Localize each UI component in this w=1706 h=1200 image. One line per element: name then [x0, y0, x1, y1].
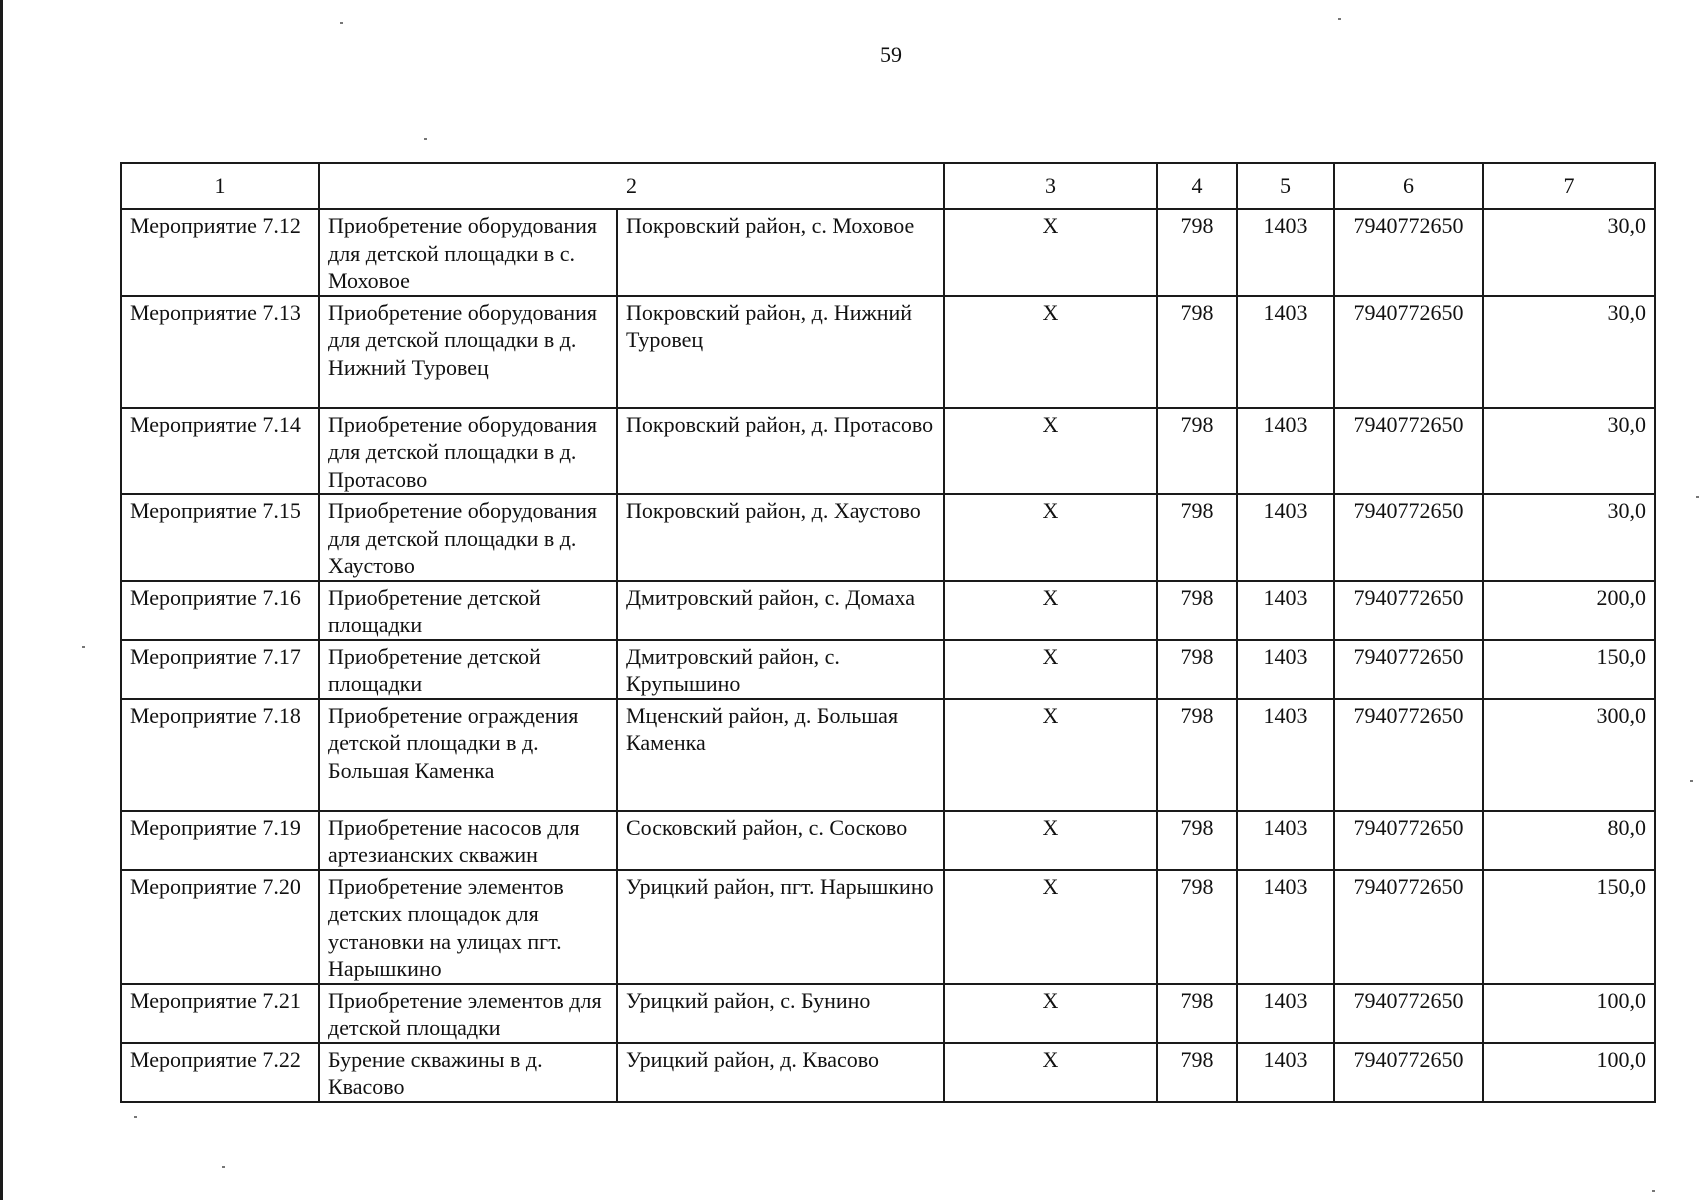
event-cell: Мероприятие 7.17 — [121, 640, 319, 699]
event-cell: Мероприятие 7.18 — [121, 699, 319, 811]
description-cell: Приобретение детской площадки — [319, 640, 617, 699]
scan-left-edge — [0, 0, 3, 1200]
description-cell: Бурение скважины в д. Квасово — [319, 1043, 617, 1102]
description-cell: Приобретение оборудования для детской площадки в д. Хаустово — [319, 494, 617, 581]
location-cell: Покровский район, д. Нижний Туровец — [617, 296, 944, 408]
col3-cell: Х — [944, 408, 1157, 495]
col3-cell: Х — [944, 494, 1157, 581]
scan-speck — [134, 1116, 137, 1118]
col5-cell: 1403 — [1237, 984, 1334, 1043]
scan-speck — [1652, 1190, 1655, 1192]
table-row — [121, 581, 1655, 640]
col4-cell: 798 — [1157, 640, 1237, 699]
table-row — [121, 296, 1655, 408]
col7-cell: 30,0 — [1483, 296, 1655, 408]
description-cell: Приобретение оборудования для детской площадки в д. Протасово — [319, 408, 617, 495]
event-cell: Мероприятие 7.19 — [121, 811, 319, 870]
header-cell: 3 — [944, 163, 1157, 209]
col6-cell: 7940772650 — [1334, 209, 1483, 296]
table-row — [121, 209, 1655, 296]
col5-cell: 1403 — [1237, 640, 1334, 699]
col3-cell: Х — [944, 699, 1157, 811]
col7-cell: 30,0 — [1483, 408, 1655, 495]
col4-cell: 798 — [1157, 870, 1237, 984]
col7-cell: 300,0 — [1483, 699, 1655, 811]
location-cell: Покровский район, д. Хаустово — [617, 494, 944, 581]
col4-cell: 798 — [1157, 209, 1237, 296]
description-cell: Приобретение оборудования для детской площадки в д. Нижний Туровец — [319, 296, 617, 408]
description-cell: Приобретение элементов для детской площадки — [319, 984, 617, 1043]
col3-cell: Х — [944, 296, 1157, 408]
description-cell: Приобретение насосов для артезианских скважин — [319, 811, 617, 870]
col7-cell: 200,0 — [1483, 581, 1655, 640]
location-cell: Урицкий район, пгт. Нарышкино — [617, 870, 944, 984]
col3-cell: Х — [944, 1043, 1157, 1102]
col4-cell: 798 — [1157, 494, 1237, 581]
header-cell: 2 — [319, 163, 944, 209]
scan-speck — [82, 646, 85, 648]
header-row — [121, 163, 1655, 209]
event-cell: Мероприятие 7.15 — [121, 494, 319, 581]
col7-cell: 30,0 — [1483, 494, 1655, 581]
header-cell: 5 — [1237, 163, 1334, 209]
col7-cell: 30,0 — [1483, 209, 1655, 296]
description-cell: Приобретение оборудования для детской площадки в с. Моховое — [319, 209, 617, 296]
location-cell: Урицкий район, с. Бунино — [617, 984, 944, 1043]
table-row — [121, 699, 1655, 811]
header-cell: 1 — [121, 163, 319, 209]
col6-cell: 7940772650 — [1334, 870, 1483, 984]
col4-cell: 798 — [1157, 811, 1237, 870]
col5-cell: 1403 — [1237, 581, 1334, 640]
col6-cell: 7940772650 — [1334, 581, 1483, 640]
col6-cell: 7940772650 — [1334, 408, 1483, 495]
location-cell: Дмитровский район, с. Крупышино — [617, 640, 944, 699]
col5-cell: 1403 — [1237, 408, 1334, 495]
col7-cell: 150,0 — [1483, 640, 1655, 699]
col7-cell: 100,0 — [1483, 1043, 1655, 1102]
col6-cell: 7940772650 — [1334, 296, 1483, 408]
scan-speck — [424, 138, 427, 140]
event-cell: Мероприятие 7.16 — [121, 581, 319, 640]
col5-cell: 1403 — [1237, 870, 1334, 984]
scan-speck — [1696, 496, 1699, 498]
table-row — [121, 494, 1655, 581]
col4-cell: 798 — [1157, 1043, 1237, 1102]
col6-cell: 7940772650 — [1334, 640, 1483, 699]
col3-cell: Х — [944, 209, 1157, 296]
event-cell: Мероприятие 7.13 — [121, 296, 319, 408]
col4-cell: 798 — [1157, 296, 1237, 408]
col5-cell: 1403 — [1237, 209, 1334, 296]
table-row — [121, 811, 1655, 870]
scan-speck — [1338, 18, 1341, 20]
col5-cell: 1403 — [1237, 494, 1334, 581]
col3-cell: Х — [944, 870, 1157, 984]
col3-cell: Х — [944, 984, 1157, 1043]
budget-table — [120, 162, 1656, 1103]
location-cell: Урицкий район, д. Квасово — [617, 1043, 944, 1102]
event-cell: Мероприятие 7.21 — [121, 984, 319, 1043]
col7-cell: 150,0 — [1483, 870, 1655, 984]
description-cell: Приобретение детской площадки — [319, 581, 617, 640]
scan-speck — [1690, 780, 1693, 782]
location-cell: Мценский район, д. Большая Каменка — [617, 699, 944, 811]
event-cell: Мероприятие 7.12 — [121, 209, 319, 296]
scan-speck — [340, 22, 343, 24]
event-cell: Мероприятие 7.22 — [121, 1043, 319, 1102]
col5-cell: 1403 — [1237, 699, 1334, 811]
table-row — [121, 640, 1655, 699]
col6-cell: 7940772650 — [1334, 699, 1483, 811]
table-row — [121, 1043, 1655, 1102]
col4-cell: 798 — [1157, 699, 1237, 811]
col4-cell: 798 — [1157, 984, 1237, 1043]
col3-cell: Х — [944, 640, 1157, 699]
col5-cell: 1403 — [1237, 296, 1334, 408]
header-cell: 4 — [1157, 163, 1237, 209]
table-row — [121, 984, 1655, 1043]
location-cell: Дмитровский район, с. Домаха — [617, 581, 944, 640]
col7-cell: 100,0 — [1483, 984, 1655, 1043]
location-cell: Покровский район, д. Протасово — [617, 408, 944, 495]
col6-cell: 7940772650 — [1334, 494, 1483, 581]
scan-speck — [222, 1166, 225, 1168]
col7-cell: 80,0 — [1483, 811, 1655, 870]
location-cell: Покровский район, с. Моховое — [617, 209, 944, 296]
table-body — [121, 209, 1655, 1102]
event-cell: Мероприятие 7.14 — [121, 408, 319, 495]
col6-cell: 7940772650 — [1334, 984, 1483, 1043]
description-cell: Приобретение элементов детских площадок для установки на улицах пгт. Нарышкино — [319, 870, 617, 984]
location-cell: Сосковский район, с. Сосково — [617, 811, 944, 870]
col5-cell: 1403 — [1237, 811, 1334, 870]
col3-cell: Х — [944, 811, 1157, 870]
col6-cell: 7940772650 — [1334, 1043, 1483, 1102]
header-cell: 6 — [1334, 163, 1483, 209]
col6-cell: 7940772650 — [1334, 811, 1483, 870]
col4-cell: 798 — [1157, 581, 1237, 640]
description-cell: Приобретение ограждения детской площадки в д. Большая Каменка — [319, 699, 617, 811]
table-row — [121, 408, 1655, 495]
col3-cell: Х — [944, 581, 1157, 640]
header-cell: 7 — [1483, 163, 1655, 209]
col4-cell: 798 — [1157, 408, 1237, 495]
event-cell: Мероприятие 7.20 — [121, 870, 319, 984]
table-row — [121, 870, 1655, 984]
col5-cell: 1403 — [1237, 1043, 1334, 1102]
page-number: 59 — [880, 42, 902, 67]
